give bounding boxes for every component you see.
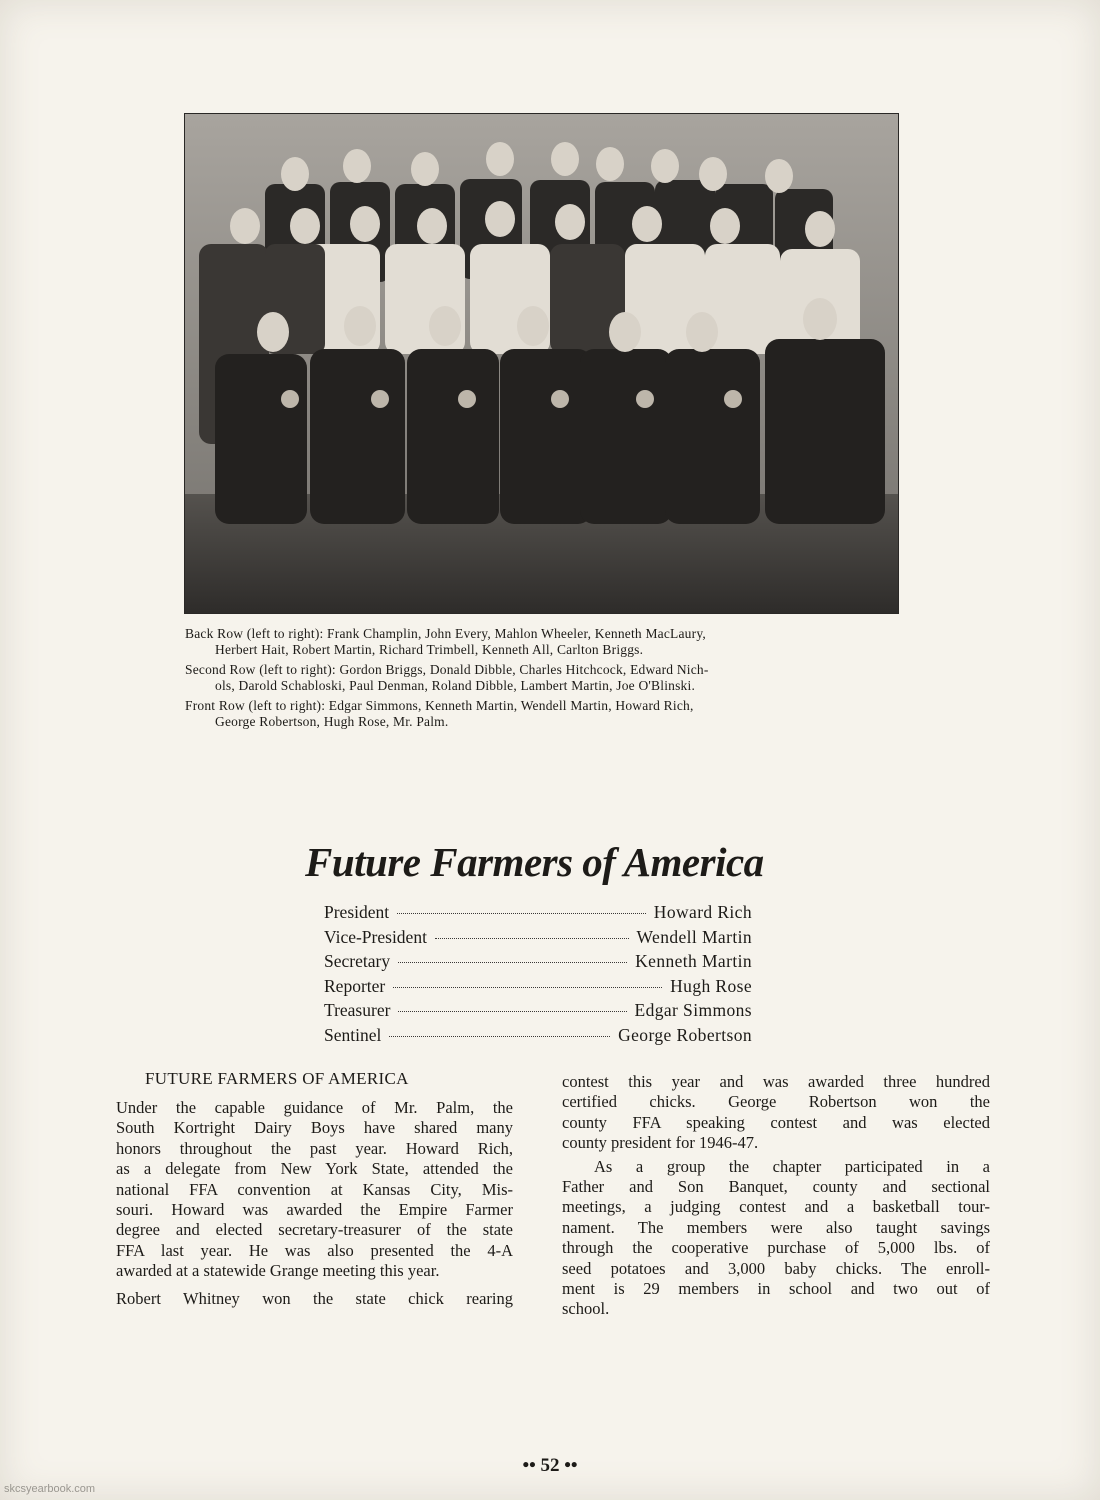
article-line: contest this year and was awarded three hundred (562, 1072, 990, 1091)
officer-row (324, 951, 752, 976)
article-line: national FFA convention at Kansas City, Mis- (116, 1179, 513, 1199)
article-line: FFA last year. He was also presented the 4-A (116, 1240, 513, 1260)
article-line: honors throughout the past year. Howard Rich, (116, 1138, 513, 1158)
article-line: meetings, a judging contest and a basketball tour- (562, 1197, 990, 1217)
article-right-column (562, 1072, 990, 1320)
article-line: county FFA speaking contest and was elected (562, 1112, 990, 1132)
officer-row (324, 902, 752, 927)
group-photo (184, 113, 899, 614)
caption-line: Front Row (left to right): Edgar Simmons, Kenneth Martin, Wendell Martin, Howard Rich, (185, 698, 694, 713)
page-title: Future Farmers of America (305, 839, 764, 885)
officer-name: Howard Rich (653, 902, 752, 922)
officers-list (324, 902, 752, 1049)
officer-name: Kenneth Martin (635, 951, 752, 971)
article-heading: FUTURE FARMERS OF AMERICA (145, 1069, 409, 1088)
article-line: nament. The members were also taught savings (562, 1217, 990, 1237)
article-line: Robert Whitney won the state chick rearing (116, 1288, 513, 1308)
article-line: school. (562, 1299, 610, 1319)
officer-role: Secretary (324, 951, 391, 971)
caption-line: Herbert Hait, Robert Martin, Richard Trimbell, Kenneth All, Carlton Briggs. (215, 642, 644, 657)
officer-row (324, 927, 752, 952)
photo-illustration (185, 114, 898, 613)
leader-dots (398, 1011, 626, 1012)
article-line: degree and elected secretary-treasurer of the state (116, 1220, 513, 1240)
caption-back-row (185, 626, 900, 658)
officer-name: Wendell Martin (636, 926, 752, 947)
caption-line: Back Row (left to right): Frank Champlin, John Every, Mahlon Wheeler, Kenneth MacLaury, (185, 626, 706, 641)
officer-name: Edgar Simmons (634, 1000, 752, 1020)
leader-dots (393, 987, 662, 988)
page-number: •• 52 •• (522, 1455, 578, 1476)
article-line: as a delegate from New York State, attended the (116, 1159, 513, 1179)
article-line: As a group the chapter participated in a (594, 1156, 990, 1176)
caption-front-row (185, 698, 900, 730)
photo-caption (185, 626, 900, 734)
leader-dots (389, 1036, 610, 1037)
caption-line: ols, Darold Schabloski, Paul Denman, Roland Dibble, Lambert Martin, Joe O'Blinski. (215, 678, 696, 693)
article-line: ment is 29 members in school and two out of (562, 1279, 990, 1299)
officer-role: Treasurer (324, 1000, 391, 1020)
article-line: county president for 1946-47. (562, 1133, 759, 1153)
watermark-credit: skcsyearbook.com (4, 1483, 96, 1495)
officer-row (324, 1000, 752, 1025)
article-line: souri. Howard was awarded the Empire Farmer (116, 1200, 513, 1220)
article-line: seed potatoes and 3,000 baby chicks. The enroll- (562, 1258, 990, 1278)
leader-dots (397, 913, 646, 914)
officer-role: Sentinel (324, 1024, 382, 1045)
officer-role: Vice-President (324, 926, 427, 947)
leader-dots (435, 938, 629, 939)
caption-line: Second Row (left to right): Gordon Briggs, Donald Dibble, Charles Hitchcock, Edward Nich- (185, 662, 709, 677)
article-line: through the cooperative purchase of 5,000 lbs. of (562, 1238, 990, 1258)
officer-role: President (324, 902, 390, 922)
officer-role: Reporter (324, 975, 386, 996)
officer-name: Hugh Rose (670, 975, 752, 996)
caption-line: George Robertson, Hugh Rose, Mr. Palm. (215, 714, 449, 729)
article-line: South Kortright Dairy Boys have shared many (116, 1118, 513, 1138)
article-line: awarded at a statewide Grange meeting this year. (116, 1261, 440, 1281)
article-line: Father and Son Banquet, county and sectional (562, 1177, 990, 1197)
caption-second-row (185, 662, 900, 694)
article-line: certified chicks. George Robertson won the (562, 1092, 990, 1112)
officer-row (324, 1025, 752, 1050)
article-left-column (116, 1098, 513, 1309)
officer-name: George Robertson (618, 1024, 752, 1045)
article-line: Under the capable guidance of Mr. Palm, the (116, 1098, 513, 1117)
officer-row (324, 976, 752, 1001)
leader-dots (398, 962, 627, 963)
